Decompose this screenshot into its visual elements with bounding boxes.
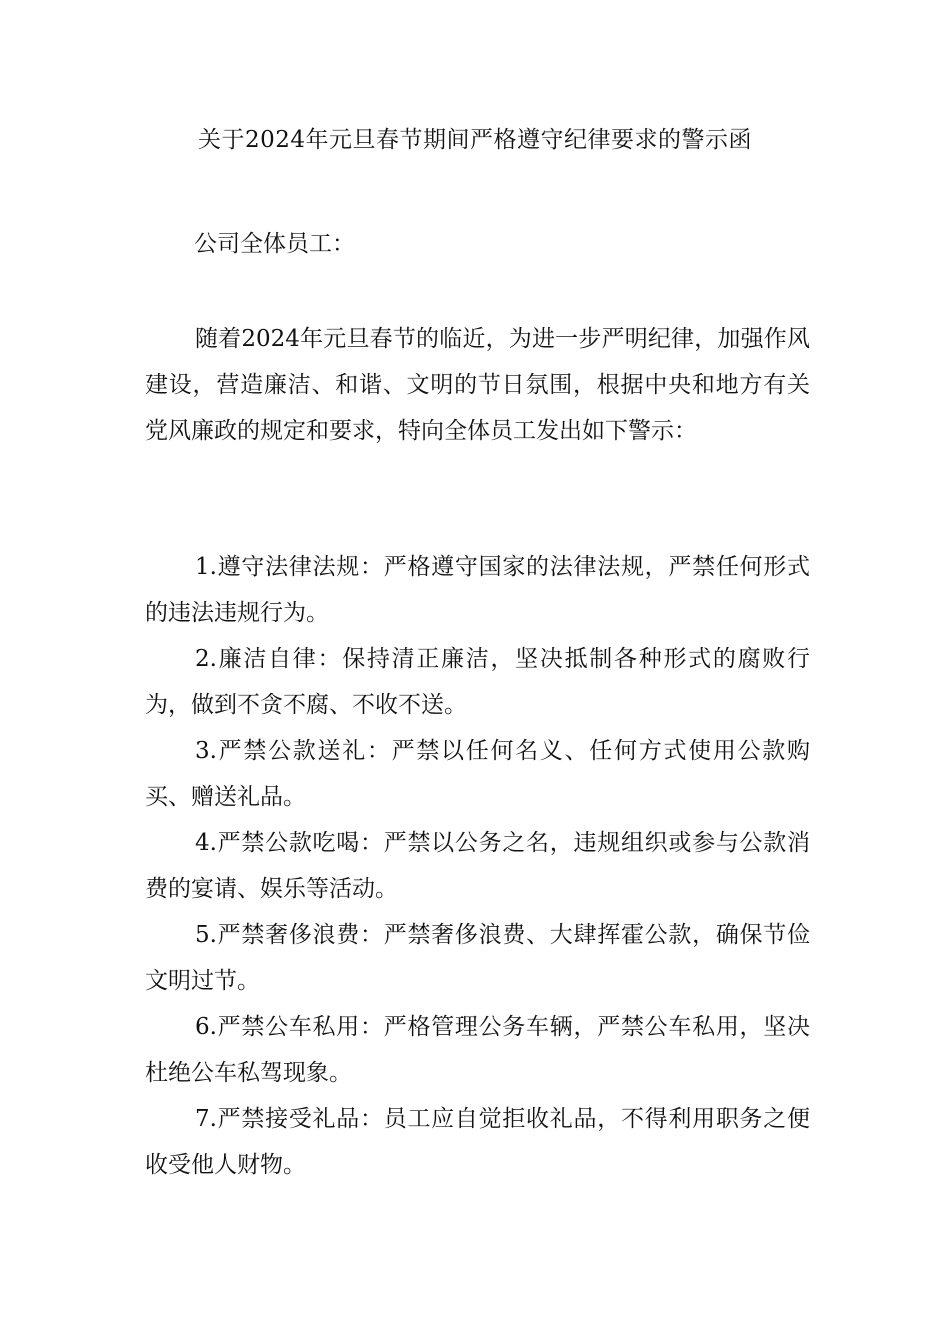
warning-list <box>145 544 810 1188</box>
list-item: 2.廉洁自律：保持清正廉洁，坚决抵制各种形式的腐败行为，做到不贪不腐、不收不送。 <box>145 646 810 718</box>
salutation: 公司全体员工： <box>194 231 355 257</box>
list-item: 4.严禁公款吃喝：严禁以公务之名，违规组织或参与公款消费的宴请、娱乐等活动。 <box>145 830 810 902</box>
intro-paragraph: 随着2024年元旦春节的临近，为进一步严明纪律，加强作风建设，营造廉洁、和谐、文明的节日氛围，根据中央和地方有关党风廉政的规定和要求，特向全体员工发出如下警示： <box>145 326 810 444</box>
list-item: 1.遵守法律法规：严格遵守国家的法律法规，严禁任何形式的违法违规行为。 <box>145 554 810 626</box>
list-item: 6.严禁公车私用：严格管理公务车辆，严禁公车私用，坚决杜绝公车私驾现象。 <box>145 1014 810 1086</box>
document-title: 关于2024年元旦春节期间严格遵守纪律要求的警示函 <box>197 127 753 153</box>
list-item: 5.严禁奢侈浪费：严禁奢侈浪费、大肆挥霍公款，确保节俭文明过节。 <box>145 922 810 994</box>
list-item: 3.严禁公款送礼：严禁以任何名义、任何方式使用公款购买、赠送礼品。 <box>145 738 810 810</box>
list-item: 7.严禁接受礼品：员工应自觉拒收礼品，不得利用职务之便收受他人财物。 <box>145 1106 810 1178</box>
